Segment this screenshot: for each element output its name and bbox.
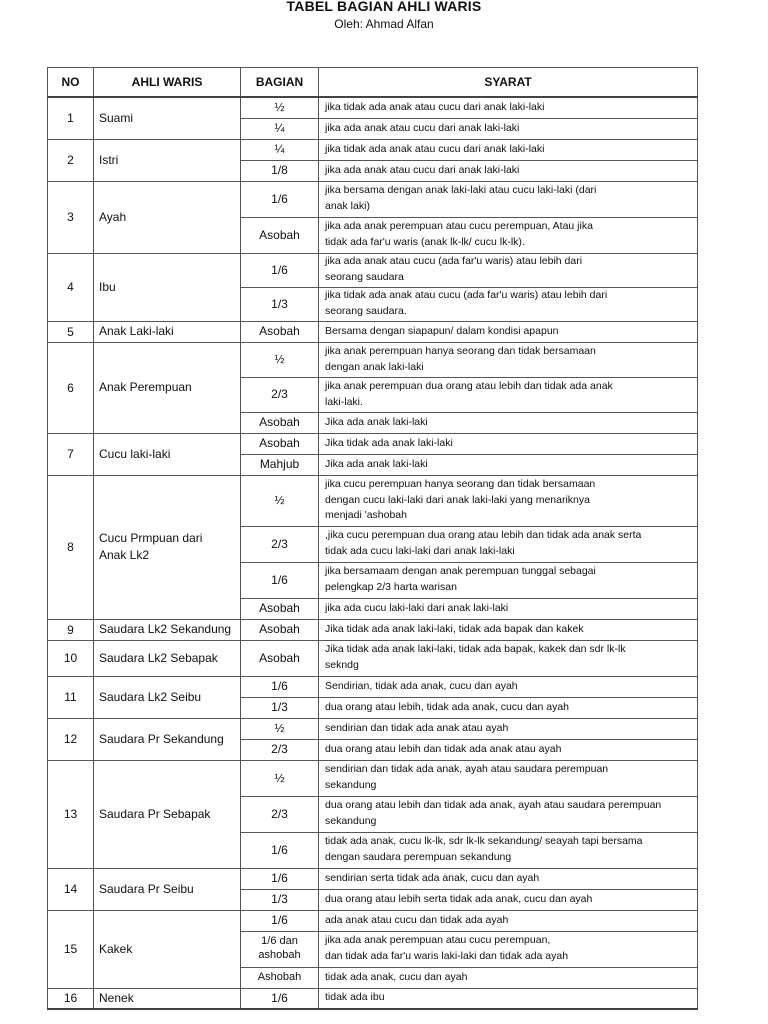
table-row: [48, 718, 698, 739]
syarat-cell: tidak ada anak, cucu lk-lk, sdr lk-lk sekandung/ seayah tapi bersama dengan saudara perempuan sekandung: [319, 832, 698, 868]
table-row: [48, 640, 698, 676]
table-row: [48, 760, 698, 796]
syarat-cell: ada anak atau cucu dan tidak ada ayah: [319, 910, 698, 931]
syarat-cell: Jika tidak ada anak laki-laki, tidak ada bapak, kakek dan sdr lk-lk sekndg: [319, 640, 698, 676]
bagian-cell: Asobah: [241, 619, 319, 640]
heir-number: 6: [48, 342, 94, 433]
heir-number: 10: [48, 640, 94, 676]
heir-number: 2: [48, 139, 94, 181]
table-row: [48, 181, 698, 217]
syarat-cell: Sendirian, tidak ada anak, cucu dan ayah: [319, 676, 698, 697]
table-row: [48, 139, 698, 160]
bagian-cell: 2/3: [241, 796, 319, 832]
syarat-cell: Bersama dengan siapapun/ dalam kondisi apapun: [319, 321, 698, 342]
heir-number: 5: [48, 321, 94, 342]
bagian-cell: 1/6: [241, 988, 319, 1009]
document-author: Oleh: Ahmad Alfan: [334, 17, 434, 31]
table-row: [48, 253, 698, 287]
bagian-cell: 1/6: [241, 562, 319, 598]
heir-name: Saudara Lk2 Sekandung: [94, 619, 241, 640]
header-ahli-waris: AHLI WARIS: [94, 68, 241, 98]
syarat-cell: jika anak perempuan hanya seorang dan tidak bersamaan dengan anak laki-laki: [319, 342, 698, 377]
heir-name: Nenek: [94, 988, 241, 1009]
bagian-cell: Mahjub: [241, 454, 319, 475]
bagian-cell: 1/6: [241, 676, 319, 697]
table-row: [48, 433, 698, 454]
table-row: [48, 97, 698, 118]
syarat-cell: jika cucu perempuan hanya seorang dan tidak bersamaan dengan cucu laki-laki dari anak laki-laki yang menariknya menjadi 'ashobah: [319, 475, 698, 526]
header-no: NO: [48, 68, 94, 98]
syarat-cell: Jika ada anak laki-laki: [319, 454, 698, 475]
table-row: [48, 676, 698, 697]
bagian-cell: 1/6 dan ashobah: [241, 931, 319, 967]
syarat-cell: dua orang atau lebih dan tidak ada anak, ayah atau saudara perempuan sekandung: [319, 796, 698, 832]
syarat-cell: sendirian serta tidak ada anak, cucu dan ayah: [319, 868, 698, 889]
bagian-cell: ½: [241, 97, 319, 118]
bagian-cell: 1/6: [241, 253, 319, 287]
heir-number: 12: [48, 718, 94, 760]
table-row: [48, 475, 698, 526]
bagian-cell: 1/6: [241, 910, 319, 931]
heir-number: 4: [48, 253, 94, 321]
table-row: [48, 619, 698, 640]
heir-number: 15: [48, 910, 94, 988]
syarat-cell: dua orang atau lebih serta tidak ada anak, cucu dan ayah: [319, 889, 698, 910]
syarat-cell: jika tidak ada anak atau cucu dari anak laki-laki: [319, 139, 698, 160]
syarat-cell: jika ada anak atau cucu dari anak laki-laki: [319, 118, 698, 139]
heir-number: 16: [48, 988, 94, 1009]
bagian-cell: Asobah: [241, 412, 319, 433]
syarat-cell: dua orang atau lebih, tidak ada anak, cucu dan ayah: [319, 697, 698, 718]
heir-name: Saudara Pr Seibu: [94, 868, 241, 910]
heir-number: 1: [48, 97, 94, 139]
bagian-cell: 1/6: [241, 181, 319, 217]
syarat-cell: Jika ada anak laki-laki: [319, 412, 698, 433]
bagian-cell: Ashobah: [241, 967, 319, 988]
syarat-cell: jika ada anak atau cucu dari anak laki-laki: [319, 160, 698, 181]
heir-number: 7: [48, 433, 94, 475]
bagian-cell: ½: [241, 475, 319, 526]
heir-name: Saudara Lk2 Seibu: [94, 676, 241, 718]
syarat-cell: jika bersama dengan anak laki-laki atau cucu laki-laki (dari anak laki): [319, 181, 698, 217]
table-header-row: [48, 68, 698, 98]
bagian-cell: ½: [241, 760, 319, 796]
bagian-cell: ¼: [241, 139, 319, 160]
syarat-cell: jika tidak ada anak atau cucu dari anak laki-laki: [319, 97, 698, 118]
bagian-cell: Asobah: [241, 640, 319, 676]
heir-name: Kakek: [94, 910, 241, 988]
heir-name: Saudara Pr Sekandung: [94, 718, 241, 760]
heir-name: Istri: [94, 139, 241, 181]
bagian-cell: 1/3: [241, 697, 319, 718]
heir-name: Saudara Pr Sebapak: [94, 760, 241, 868]
heir-name: Cucu laki-laki: [94, 433, 241, 475]
heir-number: 9: [48, 619, 94, 640]
syarat-cell: jika anak perempuan dua orang atau lebih dan tidak ada anak laki-laki.: [319, 377, 698, 412]
heir-name: Ayah: [94, 181, 241, 253]
syarat-cell: jika ada anak atau cucu (ada far'u waris) atau lebih dari seorang saudara: [319, 253, 698, 287]
syarat-cell: Jika tidak ada anak laki-laki, tidak ada bapak dan kakek: [319, 619, 698, 640]
bagian-cell: 1/8: [241, 160, 319, 181]
ahli-waris-table: [47, 67, 698, 1010]
bagian-cell: ¼: [241, 118, 319, 139]
syarat-cell: ,jika cucu perempuan dua orang atau lebih dan tidak ada anak serta tidak ada cucu laki-laki dari anak laki-laki: [319, 526, 698, 562]
syarat-cell: sendirian dan tidak ada anak, ayah atau saudara perempuan sekandung: [319, 760, 698, 796]
table-row: [48, 910, 698, 931]
bagian-cell: Asobah: [241, 598, 319, 619]
bagian-cell: Asobah: [241, 321, 319, 342]
table-body: [48, 97, 698, 1009]
heir-number: 13: [48, 760, 94, 868]
heir-name: Anak Laki-laki: [94, 321, 241, 342]
bagian-cell: 2/3: [241, 377, 319, 412]
table-row: [48, 988, 698, 1009]
heir-number: 14: [48, 868, 94, 910]
heir-number: 3: [48, 181, 94, 253]
syarat-cell: jika bersamaam dengan anak perempuan tunggal sebagai pelengkap 2/3 harta warisan: [319, 562, 698, 598]
table-row: [48, 868, 698, 889]
bagian-cell: 2/3: [241, 526, 319, 562]
heir-name: Anak Perempuan: [94, 342, 241, 433]
syarat-cell: jika ada cucu laki-laki dari anak laki-laki: [319, 598, 698, 619]
bagian-cell: 1/6: [241, 832, 319, 868]
header-syarat: SYARAT: [319, 68, 698, 98]
syarat-cell: jika ada anak perempuan atau cucu perempuan, Atau jika tidak ada far'u waris (anak lk-lk/ cucu lk-lk).: [319, 217, 698, 253]
syarat-cell: dua orang atau lebih dan tidak ada anak atau ayah: [319, 739, 698, 760]
syarat-cell: tidak ada anak, cucu dan ayah: [319, 967, 698, 988]
bagian-cell: ½: [241, 718, 319, 739]
document-title: TABEL BAGIAN AHLI WARIS: [286, 0, 482, 14]
table-row: [48, 342, 698, 377]
syarat-cell: tidak ada ibu: [319, 988, 698, 1009]
bagian-cell: Asobah: [241, 433, 319, 454]
heir-name: Suami: [94, 97, 241, 139]
bagian-cell: 2/3: [241, 739, 319, 760]
table-row: [48, 321, 698, 342]
bagian-cell: Asobah: [241, 217, 319, 253]
bagian-cell: 1/6: [241, 868, 319, 889]
syarat-cell: jika ada anak perempuan atau cucu perempuan, dan tidak ada far'u waris laki-laki dan tidak ada ayah: [319, 931, 698, 967]
heir-number: 8: [48, 475, 94, 619]
header-bagian: BAGIAN: [241, 68, 319, 98]
syarat-cell: jika tidak ada anak atau cucu (ada far'u waris) atau lebih dari seorang saudara.: [319, 287, 698, 321]
syarat-cell: Jika tidak ada anak laki-laki: [319, 433, 698, 454]
heir-number: 11: [48, 676, 94, 718]
heir-name: Ibu: [94, 253, 241, 321]
bagian-cell: ½: [241, 342, 319, 377]
heir-name: Cucu Prmpuan dari Anak Lk2: [94, 475, 241, 619]
syarat-cell: sendirian dan tidak ada anak atau ayah: [319, 718, 698, 739]
bagian-cell: 1/3: [241, 889, 319, 910]
bagian-cell: 1/3: [241, 287, 319, 321]
heir-name: Saudara Lk2 Sebapak: [94, 640, 241, 676]
